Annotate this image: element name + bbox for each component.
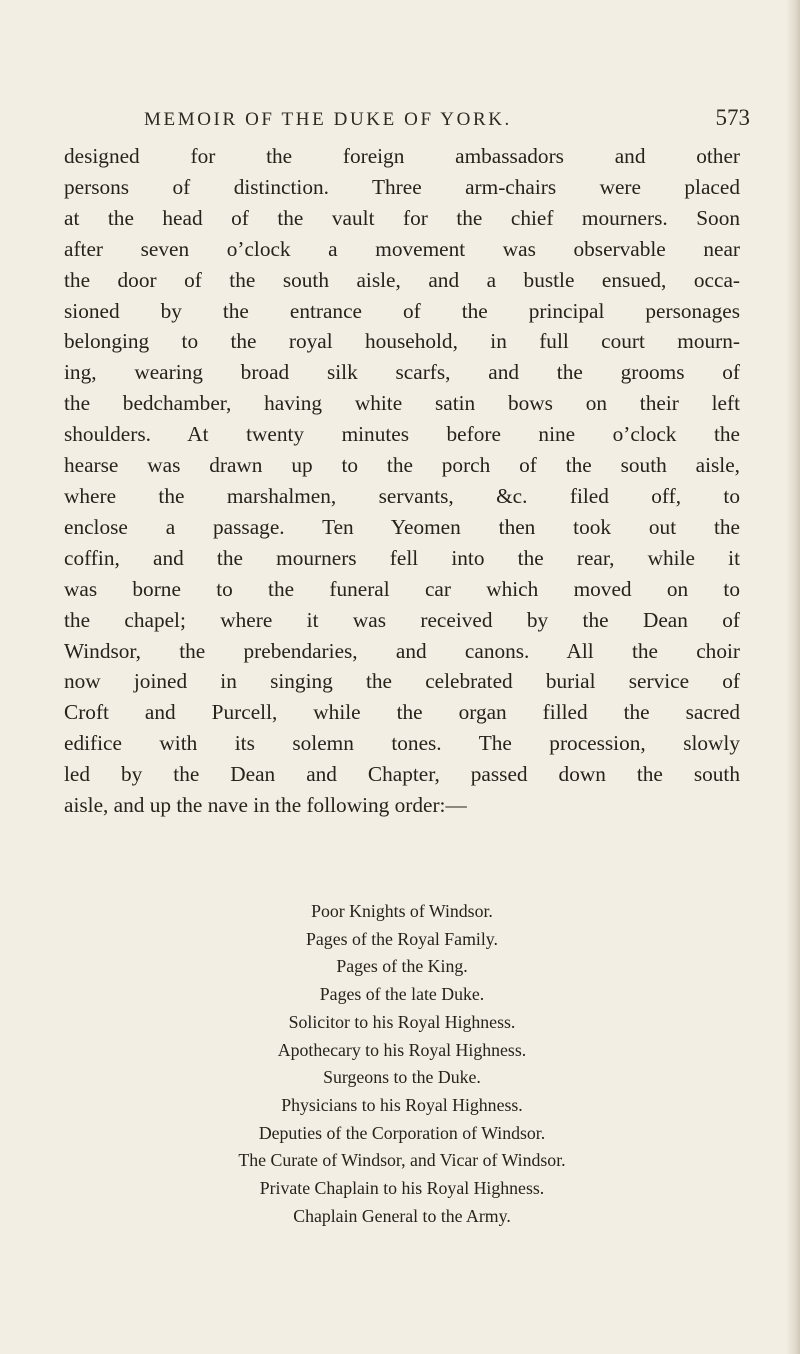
text-line: persons of distinction. Three arm-chairs were placed <box>64 174 740 199</box>
text-line: hearse was drawn up to the porch of the south aisle, <box>64 453 740 478</box>
procession-item: Poor Knights of Windsor. <box>311 901 493 921</box>
procession-item: Surgeons to the Duke. <box>323 1067 481 1088</box>
text-line: edifice with its solemn tones. The procession, slowly <box>64 731 740 756</box>
text-line: the bedchamber, having white satin bows on their left <box>64 391 740 416</box>
procession-item: Solicitor to his Royal Highness. <box>288 1011 516 1032</box>
procession-item: Apothecary to his Royal Highness. <box>277 1039 527 1060</box>
text-line: led by the Dean and Chapter, passed down the south <box>64 762 740 787</box>
text-line: where the marshalmen, servants, &c. filed off, to <box>64 483 740 508</box>
text-line: sioned by the entrance of the principal personages <box>64 298 740 323</box>
text-line: the door of the south aisle, and a bustle ensued, occa- <box>64 267 740 292</box>
text-line: the chapel; where it was received by the Dean of <box>64 607 740 632</box>
text-line: shoulders. At twenty minutes before nine o’clock the <box>64 422 740 447</box>
text-line: belonging to the royal household, in full court mourn- <box>64 329 740 354</box>
procession-item: Pages of the late Duke. <box>319 984 485 1005</box>
procession-item: Physicians to his Royal Highness. <box>281 1094 523 1115</box>
page-header <box>64 107 750 141</box>
page-number: 573 <box>715 105 750 130</box>
text-line: Croft and Purcell, while the organ filled the sacred <box>64 700 740 725</box>
procession-item: Chaplain General to the Army. <box>293 1205 511 1226</box>
text-line: at the head of the vault for the chief mourners. Soon <box>64 205 740 230</box>
text-line: designed for the foreign ambassadors and other <box>64 144 740 168</box>
procession-item: The Curate of Windsor, and Vicar of Windsor. <box>238 1150 566 1171</box>
text-line: aisle, and up the nave in the following order:— <box>64 793 467 818</box>
text-line: after seven o’clock a movement was observable near <box>64 236 740 261</box>
text-line: was borne to the funeral car which moved on to <box>64 576 740 601</box>
text-line: ing, wearing broad silk scarfs, and the grooms of <box>64 360 740 385</box>
procession-item: Deputies of the Corporation of Windsor. <box>258 1122 546 1143</box>
procession-item: Private Chaplain to his Royal Highness. <box>259 1178 545 1199</box>
text-line: Windsor, the prebendaries, and canons. All the choir <box>64 638 740 663</box>
page-edge <box>786 0 800 1354</box>
text-line: coffin, and the mourners fell into the rear, while it <box>64 545 740 570</box>
procession-item: Pages of the Royal Family. <box>306 928 498 949</box>
text-line: enclose a passage. Ten Yeomen then took out the <box>64 514 740 539</box>
text-line: now joined in singing the celebrated burial service of <box>64 669 740 694</box>
body-paragraph <box>64 141 740 821</box>
procession-list <box>64 898 740 1230</box>
running-title: MEMOIR OF THE DUKE OF YORK. <box>144 109 512 130</box>
procession-item: Pages of the King. <box>336 956 468 977</box>
